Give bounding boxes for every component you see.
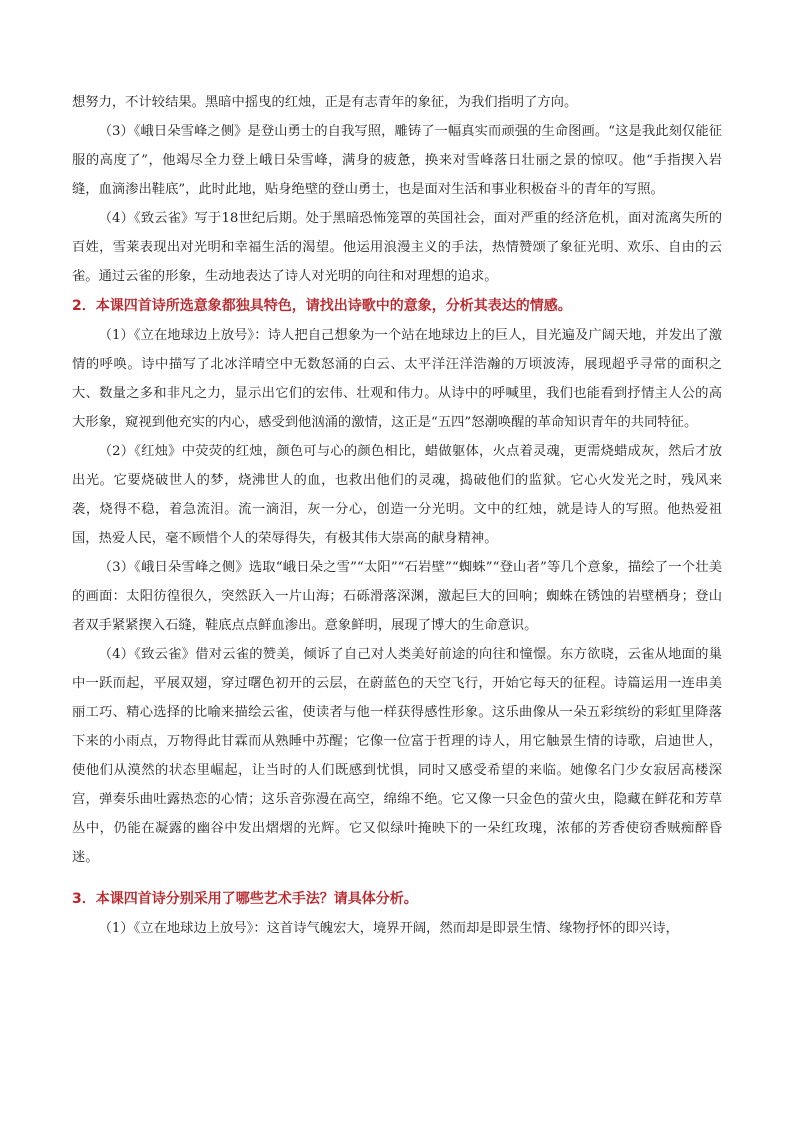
spacer — [72, 872, 722, 884]
question-heading: 2．本课四首诗所选意象都独具特色，请找出诗歌中的意象，分析其表达的情感。 — [72, 298, 572, 314]
paragraph: （1）《立在地球边上放号》：诗人把自己想象为一个站在地球边上的巨人，目光遍及广阔天地，并发出了激情的呼唤。诗中描写了北冰洋晴空中无数怒涌的白云、太平洋汪洋浩瀚的万顷波涛，展现超乎寻常的面积之大、数量之多和非凡之力，显示出它们的宏伟、壮观和伟力。从诗中的呼喊里，我们也能看到抒情主人公的高大形象，窥视到他充实的内心，感受到他汹涌的激情，这正是“五四”怒潮唤醒的革命知识青年的共同特征。 — [72, 328, 722, 430]
document-page — [72, 88, 722, 943]
question-heading: 3．本课四首诗分别采用了哪些艺术手法？请具体分析。 — [72, 891, 418, 907]
paragraph: （3）《峨日朵雪峰之侧》是登山勇士的自我写照，雕铸了一幅真实而顽强的生命图画。“这是我此刻仅能征服的高度了”，他竭尽全力登上峨日朵雪峰，满身的疲惫，换来对雪峰落日壮丽之景的惊叹。他“手指揳入岩缝，血滴渗出鞋底”，此时此地，贴身绝壁的登山勇士，也是面对生活和事业积极奋斗的青年的写照。 — [72, 124, 722, 197]
paragraph: （3）《峨日朵雪峰之侧》选取“峨日朵之雪”“太阳”“石岩壁”“蜘蛛”“登山者”等几个意象，描绘了一个壮美的画面：太阳彷徨很久，突然跃入一片山海；石砾滑落深渊，激起巨大的回响；蜘蛛在锈蚀的岩壁栖身；登山者双手紧紧揳入石缝，鞋底点点鲜血渗出。意象鲜明，展现了博大的生命意识。 — [72, 560, 722, 633]
paragraph: （4）《致云雀》借对云雀的赞美，倾诉了自己对人类美好前途的向往和憧憬。东方欲晓，云雀从地面的巢中一跃而起，平展双翅，穿过曙色初开的云层，在蔚蓝色的天空飞行，开始它每天的征程。诗篇运用一连串美丽工巧、精心选择的比喻来描绘云雀，使读者与他一样获得感性形象。这乐曲像从一朵五彩缤纷的彩虹里降落下来的小雨点，万物得此甘霖而从熟睡中苏醒；它像一位富于哲理的诗人，用它触景生情的诗歌，启迪世人，使他们从漠然的状态里崛起，让当时的人们既感到忧惧，同时又感受希望的来临。她像名门少女寂居高楼深宫，弹奏乐曲吐露热恋的心情；这乐音弥漫在高空，绵绵不绝。它又像一只金色的萤火虫，隐藏在鲜花和芳草丛中，仍能在凝露的幽谷中发出熠熠的光辉。它又似绿叶掩映下的一朵红玫瑰，浓郁的芳香使窃香贼痴醉昏迷。 — [72, 647, 722, 865]
paragraph: （1）《立在地球边上放号》：这首诗气魄宏大，境界开阔，然而却是即景生情、缘物抒怀的即兴诗， — [98, 921, 679, 936]
paragraph: 想努力，不计较结果。黑暗中摇曳的红烛，正是有志青年的象征，为我们指明了方向。 — [72, 95, 578, 110]
paragraph: （4）《致云雀》写于18世纪后期。处于黑暗恐怖笼罩的英国社会，面对严重的经济危机，面对流离失所的百姓，雪莱表现出对光明和幸福生活的渴望。他运用浪漫主义的手法，热情赞颂了象征光明、欢乐、自由的云雀。通过云雀的形象，生动地表达了诗人对光明的向往和对理想的追求。 — [72, 211, 722, 284]
paragraph: （2）《红烛》中荧荧的红烛，颜色可与心的颜色相比，蜡做躯体，火点着灵魂，更需烧蜡成灰，然后才放出光。它要烧破世人的梦，烧沸世人的血，也救出他们的灵魂，捣破他们的监狱。它心火发光之时，残风来袭，烧得不稳，着急流泪。流一滴泪，灰一分心，创造一分光明。文中的红烛，就是诗人的写照。他热爱祖国，热爱人民，毫不顾惜个人的荣辱得失，有极其伟大崇高的献身精神。 — [72, 444, 722, 546]
